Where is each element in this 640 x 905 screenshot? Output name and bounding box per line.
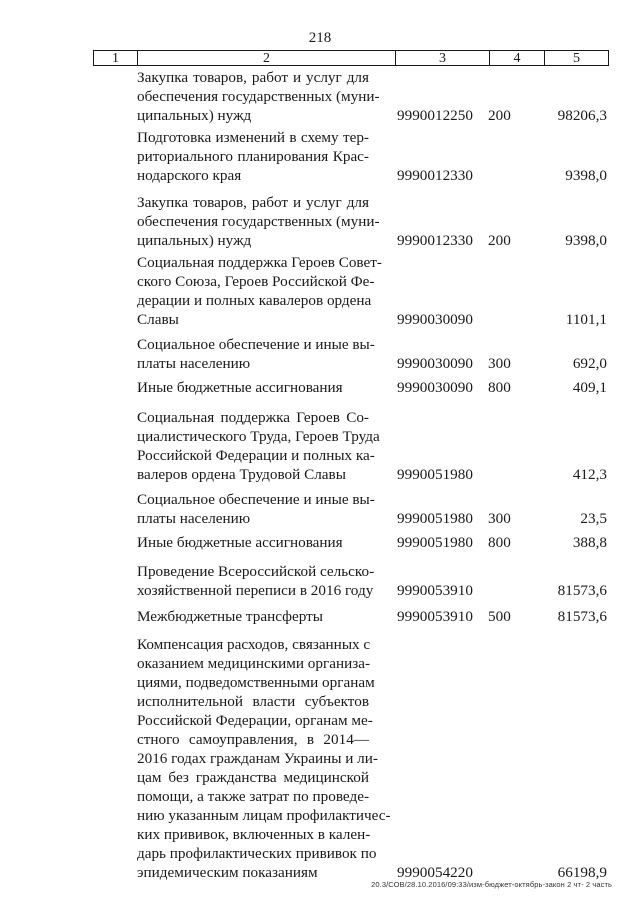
row-code: 9990012250 xyxy=(397,107,473,124)
row-amount: 98206,3 xyxy=(557,107,607,124)
row-description xyxy=(137,335,375,373)
row-code: 9990054220 xyxy=(397,864,473,881)
page-number: 218 xyxy=(308,30,332,46)
description-line: Российской Федерации и полных ка- xyxy=(137,447,375,464)
description-line: ципальных) нужд xyxy=(137,232,252,249)
row-amount: 388,8 xyxy=(572,534,607,551)
description-line: хозяйственной переписи в 2016 году xyxy=(137,582,374,599)
row-description xyxy=(137,128,369,185)
column-header-1: 1 xyxy=(94,51,138,65)
description-line: платы населению xyxy=(137,355,251,372)
row-description xyxy=(137,253,382,329)
row-amount: 1101,1 xyxy=(565,311,607,328)
row-amount: 409,1 xyxy=(572,379,607,396)
row-code: 9990012330 xyxy=(397,232,473,249)
row-code: 9990053910 xyxy=(397,582,473,599)
description-line: 2016 годах гражданам Украины и ли- xyxy=(137,750,378,767)
description-line: Компенсация расходов, связанных с xyxy=(137,636,371,653)
description-line: Социальное обеспечение и иные вы- xyxy=(137,336,375,353)
row-code: 9990030090 xyxy=(397,355,473,372)
row-description xyxy=(137,408,380,484)
row-description xyxy=(137,68,380,125)
description-line: Российской Федерации, органам ме- xyxy=(137,712,373,729)
row-expense-type: 200 xyxy=(488,107,511,124)
row-amount: 412,3 xyxy=(572,466,607,483)
description-line: дарь профилактических прививок по xyxy=(137,845,377,862)
row-code: 9990051980 xyxy=(397,466,473,483)
footer-file-stamp: 20.3/СОВ/28.10.2016/09:33/изм-бюджет-октябрь-закон 2 чт- 2 часть xyxy=(371,880,612,889)
row-amount: 692,0 xyxy=(572,355,607,372)
row-code: 9990030090 xyxy=(397,379,473,396)
description-line: стного самоуправления, в 2014— xyxy=(137,731,369,748)
column-header-4: 4 xyxy=(490,51,545,65)
row-amount: 23,5 xyxy=(580,510,607,527)
row-amount: 9398,0 xyxy=(565,232,607,249)
column-header-2: 2 xyxy=(138,51,396,65)
row-description xyxy=(137,533,369,552)
row-code: 9990030090 xyxy=(397,311,473,328)
description-line: Закупка товаров, работ и услуг для xyxy=(137,69,369,86)
description-line: Проведение Всероссийской сельско- xyxy=(137,563,375,580)
row-amount: 81573,6 xyxy=(557,582,607,599)
column-header-3: 3 xyxy=(396,51,490,65)
description-line: эпидемическим показаниям xyxy=(137,864,318,881)
description-line: ципальных) нужд xyxy=(137,107,252,124)
description-line: Межбюджетные трансферты xyxy=(137,608,323,625)
row-amount: 66198,9 xyxy=(557,864,607,881)
row-expense-type: 800 xyxy=(488,379,511,396)
description-line: платы населению xyxy=(137,510,251,527)
row-expense-type: 500 xyxy=(488,608,511,625)
description-line: ского Союза, Героев Российской Фе- xyxy=(137,273,375,290)
description-line: исполнительной власти субъектов xyxy=(137,693,369,710)
description-line: Социальное обеспечение и иные вы- xyxy=(137,491,375,508)
description-line: дерации и полных кавалеров ордена xyxy=(137,292,372,309)
row-description xyxy=(137,562,375,600)
description-line: циалистического Труда, Героев Труда xyxy=(137,428,380,445)
description-line: Иные бюджетные ассигнования xyxy=(137,379,343,396)
row-code: 9990051980 xyxy=(397,510,473,527)
row-code: 9990053910 xyxy=(397,608,473,625)
row-code: 9990012330 xyxy=(397,167,473,184)
row-description xyxy=(137,635,391,882)
description-line: риториального планирования Крас- xyxy=(137,148,369,165)
row-code: 9990051980 xyxy=(397,534,473,551)
row-description xyxy=(137,490,375,528)
description-line: Социальная поддержка Героев Со- xyxy=(137,409,369,426)
description-line: Закупка товаров, работ и услуг для xyxy=(137,194,369,211)
description-line: Славы xyxy=(137,311,179,328)
row-expense-type: 300 xyxy=(488,355,511,372)
description-line: Иные бюджетные ассигнования xyxy=(137,534,343,551)
row-description xyxy=(137,378,369,397)
row-expense-type: 300 xyxy=(488,510,511,527)
description-line: циями, подведомственными органам xyxy=(137,674,375,691)
row-expense-type: 200 xyxy=(488,232,511,249)
description-line: Социальная поддержка Героев Совет- xyxy=(137,254,382,271)
row-amount: 9398,0 xyxy=(565,167,607,184)
row-description xyxy=(137,193,380,250)
description-line: нию указанным лицам профилактичес- xyxy=(137,807,391,824)
description-line: нодарского края xyxy=(137,167,242,184)
description-line: помощи, а также затрат по проведе- xyxy=(137,788,369,805)
description-line: ких прививок, включенных в кален- xyxy=(137,826,371,843)
description-line: обеспечения государственных (муни- xyxy=(137,88,380,105)
description-line: оказанием медицинскими организа- xyxy=(137,655,371,672)
description-line: валеров ордена Трудовой Славы xyxy=(137,466,346,483)
description-line: цам без гражданства медицинской xyxy=(137,769,369,786)
description-line: Подготовка изменений в схему тер- xyxy=(137,129,369,146)
description-line: обеспечения государственных (муни- xyxy=(137,213,380,230)
row-expense-type: 800 xyxy=(488,534,511,551)
row-amount: 81573,6 xyxy=(557,608,607,625)
column-header-5: 5 xyxy=(573,51,580,66)
row-description xyxy=(137,607,369,626)
